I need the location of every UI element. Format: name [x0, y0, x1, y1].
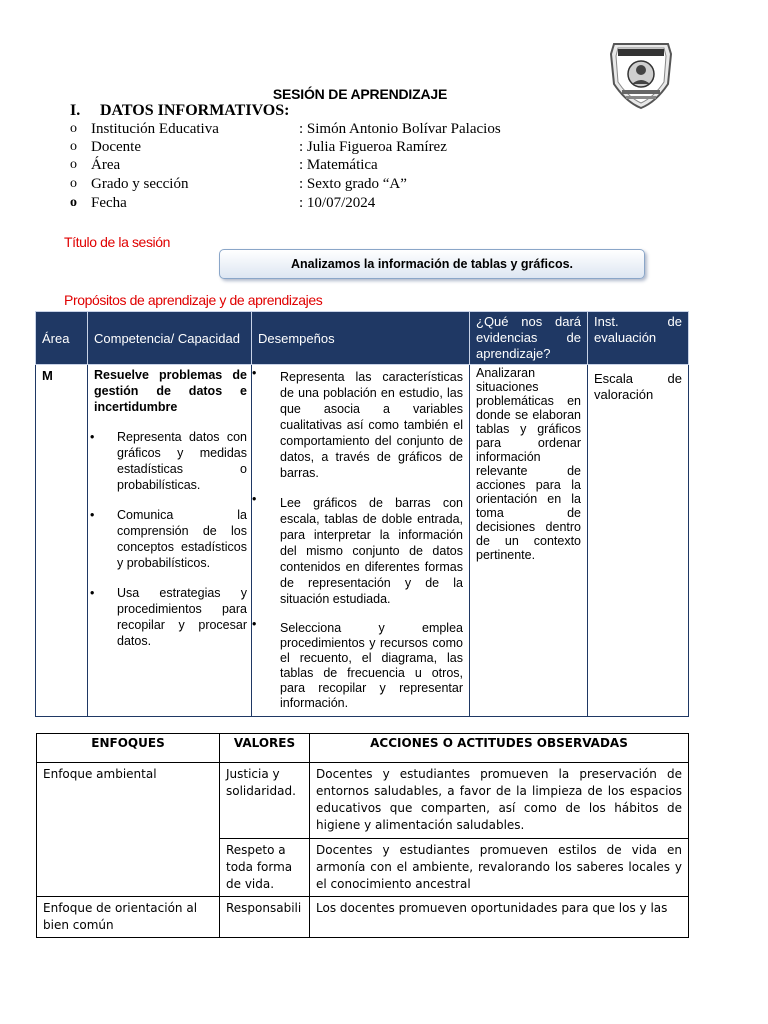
header-area: Área: [36, 312, 88, 365]
capacity-item: • Usa estrategias y procedimientos para recopilar y procesar datos.: [88, 585, 251, 649]
accion-cell: Docentes y estudiantes promueven la preservación de entornos saludables, a favor de la limpieza de los espacios educativos que comparten, así como de los hábitos de higiene y alimentación saludables.: [310, 763, 689, 839]
valor-cell: Respeto a toda forma de vida.: [220, 839, 310, 897]
table-row: [37, 897, 689, 938]
enfoques-header-row: [37, 734, 689, 763]
valor-cell: Responsabili: [220, 897, 310, 938]
performances-cell: [252, 365, 470, 717]
purpose-table: [35, 311, 689, 717]
capacity-item: • Representa datos con gráficos y medidas estadísticas o probabilísticas.: [88, 429, 251, 493]
accion-cell: Los docentes promueven oportunidades para que los y las: [310, 897, 689, 938]
table-row: [37, 763, 689, 839]
header-performances: Desempeños: [252, 312, 470, 365]
valor-cell: Justicia y solidaridad.: [220, 763, 310, 839]
instrument-cell: Escala de valoración: [588, 365, 689, 717]
session-title-box: Analizamos la información de tablas y gráficos.: [219, 249, 645, 279]
document-title: SESIÓN DE APRENDIZAJE: [272, 86, 448, 102]
enfoque-cell: Enfoque de orientación al bien común: [37, 897, 220, 938]
section-heading: I. DATOS INFORMATIVOS:: [70, 102, 290, 119]
purpose-header-row: [36, 312, 689, 365]
area-cell: M: [36, 365, 88, 717]
header-valores: VALORES: [220, 734, 310, 763]
header-enfoques: ENFOQUES: [37, 734, 220, 763]
header-acciones: ACCIONES O ACTITUDES OBSERVADAS: [310, 734, 689, 763]
performance-item: • Representa las características de una población en estudio, las que asocia a variables cualitativas así como también el comportamiento del conjunto de datos, a través de gráficos de barras.: [252, 369, 469, 481]
performance-item: • Lee gráficos de barras con escala, tablas de doble entrada, para interpretar la información del mismo conjunto de datos contenidos en diferentes formas de representación y de la situación estudiada.: [252, 495, 469, 607]
header-competence: Competencia/ Capacidad: [88, 312, 252, 365]
performance-item: • Selecciona y emplea procedimientos y recursos como el recuento, el diagrama, las tablas de frecuencia u otros, para recopilar y representar información.: [252, 621, 469, 711]
header-evidence: ¿Qué nos dará evidencias de aprendizaje?: [470, 312, 588, 365]
session-title-label: Título de la sesión: [64, 234, 171, 250]
capacity-item: • Comunica la comprensión de los conceptos estadísticos y probabilísticos.: [88, 507, 251, 571]
header-instrument: Inst. de evaluación: [588, 312, 689, 365]
evidence-cell: Analizaran situaciones problemáticas en donde se elaboran tablas y gráficos para ordenar información relevante de acciones para la orientación en la toma de decisiones dentro de un contexto pertinente.: [470, 365, 588, 717]
purposes-label: Propósitos de aprendizaje y de aprendizajes: [64, 292, 323, 308]
enfoque-cell: Enfoque ambiental: [37, 763, 220, 897]
competence-cell: [88, 365, 252, 717]
accion-cell: Docentes y estudiantes promueven estilos de vida en armonía con el ambiente, revalorando los saberes locales y el conocimiento ancestral: [310, 839, 689, 897]
purpose-body-row: [36, 365, 689, 717]
competence-title: Resuelve problemas de gestión de datos e incertidumbre: [94, 368, 247, 414]
enfoques-table: [36, 733, 689, 938]
